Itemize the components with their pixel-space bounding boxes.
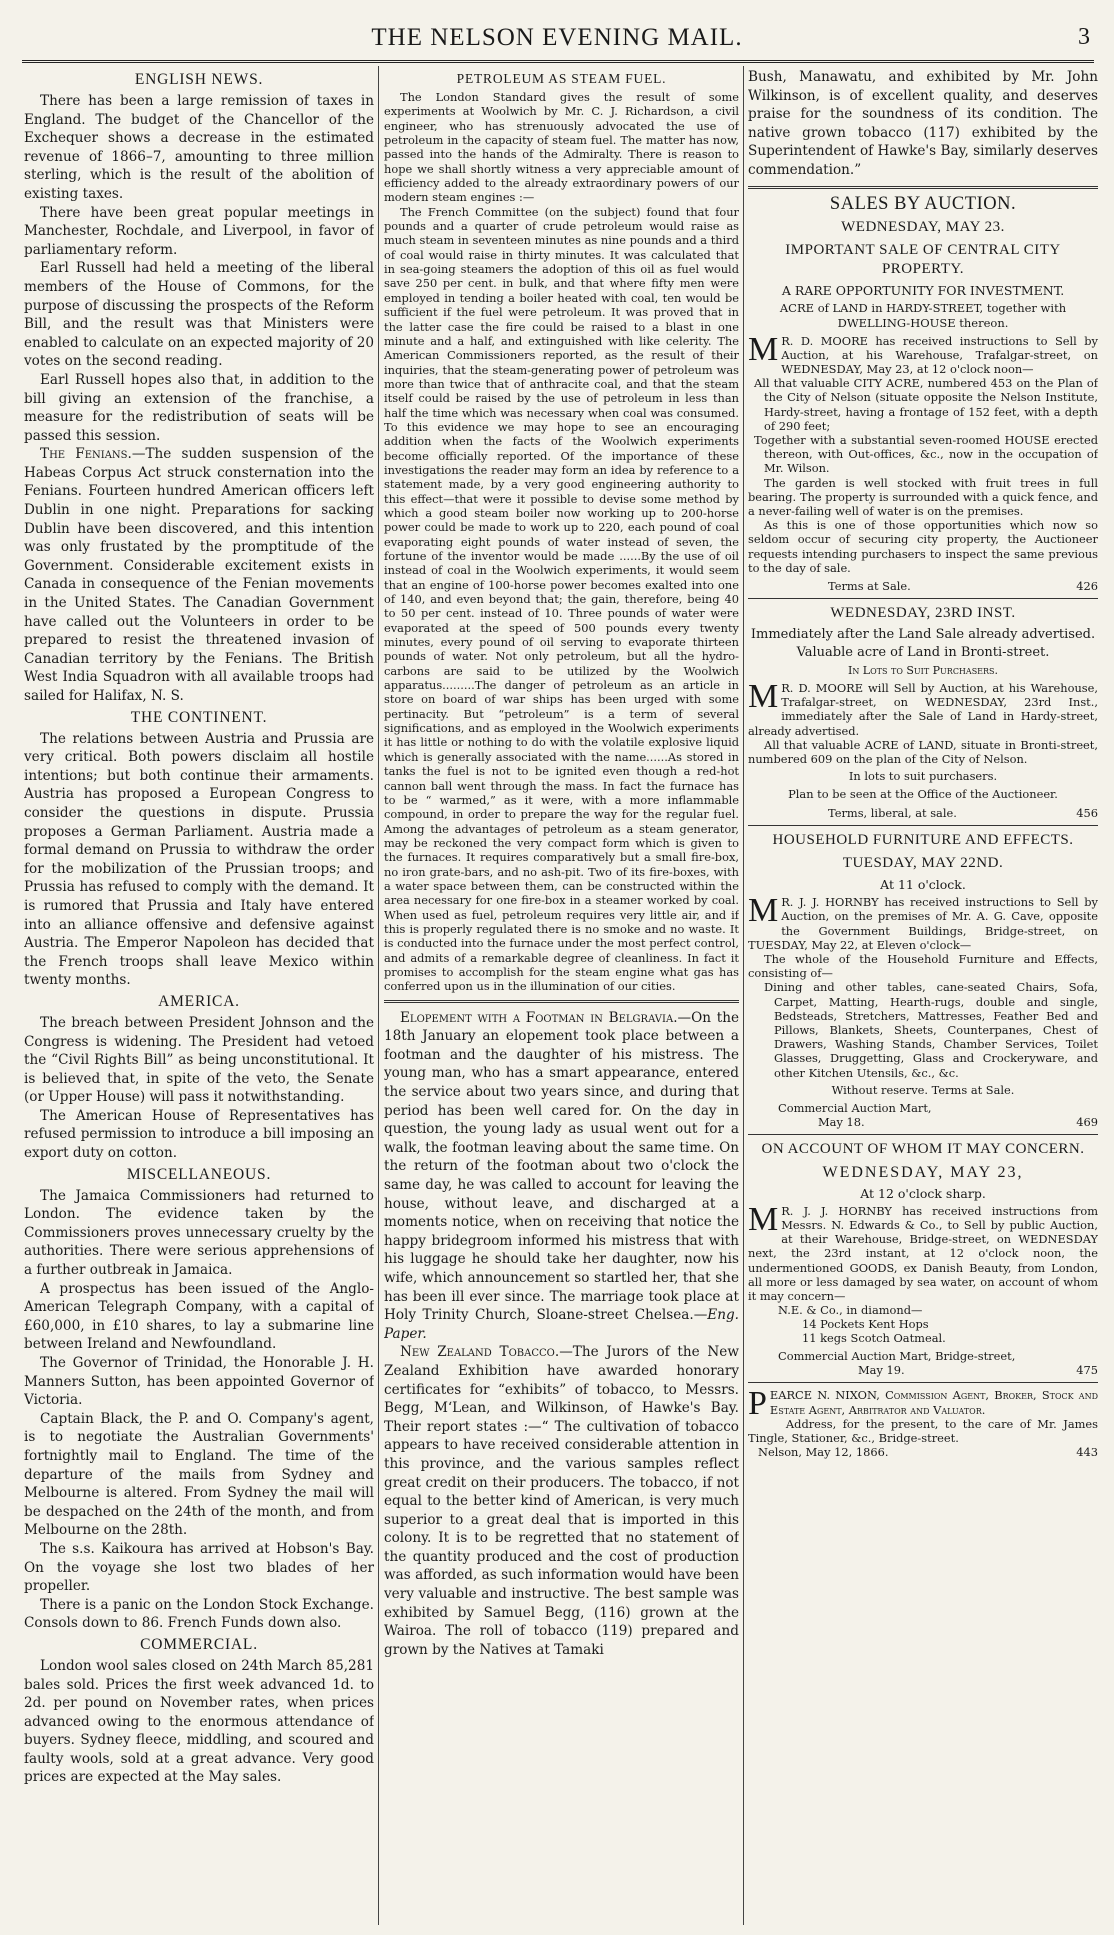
separator [748,1382,1098,1383]
paragraph: The breach between President Johnson and the Congress is widening. The President had vetoed the “Civil Rights Bill” as being unconstitutional. It is believed that, in spite of the veto, the Senate (or Upper House) will pass it notwithstanding. [24,1014,374,1106]
ad-mart-text: Commercial Auction Mart, [778,1100,932,1115]
lead-in: The Fenians. [40,446,132,463]
ad-title: ON ACCOUNT OF WHOM IT MAY CONCERN. [761,1140,1085,1157]
separator [748,186,1098,189]
ad-text: EARCE N. NIXON, Commission Agent, Broker, Stock and Estate Agent, Arbitrator and Valuator. [769,1388,1098,1417]
lead-in: New Zealand Tobacco. [400,1344,560,1361]
ad-reference [748,1115,1098,1129]
heading-america: AMERICA. [158,992,240,1010]
paragraph-fenians [24,445,374,705]
masthead [18,22,1096,56]
ad-date: WEDNESDAY, MAY 23. [841,218,1005,235]
paragraph-continued: Bush, Manawatu, and exhibited by Mr. John Wilkinson, is of excellent quality, and deserves praise for the soundness of its condition. The native grown tobacco (117) exhibited by the Superintendent of Hawke's Bay, similarly deserves commendation.” [748,69,1098,178]
ad-mart [748,1101,1098,1115]
paragraph-text: —On the 18th January an elopement took place between a footman and the daughter of his mistress. The young man, who has a smart appearance, entered the service about two years since, and during that period has been well cared for. On the day in question, the young lady as usual went out for a walk, the footman leaving about the same time. On the return of the footman about two o'clock the same day, he was called to account for leaving the house, without leave, and discharged at a moments notice, when on receiving that notice the happy bridegroom informed his mistress that with his luggage he should take her daughter, now his wife, which announcement so startled her, that she has been ill ever since. The marriage took place at Holy Trinity Church, Sloane-street Chelsea.— [384,1009,739,1324]
ad-mart-text: Commercial Auction Mart, Bridge-street, [778,1349,1016,1364]
separator [384,1000,739,1003]
ad-subtitle-2: ACRE of LAND in HARDY-STREET, together with DWELLING-HOUSE thereon. [779,300,1067,330]
source: Eng. Paper. [384,1307,739,1342]
dropcap: M [748,892,779,930]
paragraph-text: —The Jurors of the New Zealand Exhibition have awarded honorary certificates for “exhibits” of tobacco, to Messrs. Begg, M‘Lean, and Wilkinson, of Hawke's Bay. Their report states :—“ The cultivation of tobacco appears to have received considerable attention in this province, and the various samples reflect great credit on their producers. The tobacco, if not equal to the better kind of American, is very much superior to a great deal that is imported in this colony. It is to be regretted that no statement of the quantity produced and the cost of production was afforded, as such information would have been very valuable and instructive. The best sample was exhibited by Samuel Begg, (116) grown at the Wairoa. The roll of tobacco (119) prepared and grown by the Natives at Tamaki [384,1344,739,1658]
ad-number: 456 [1076,806,1098,821]
ad-text: R. J. J. HORNBY has received instructions from Messrs. N. Edwards & Co., to Sell by public Auction, at their Warehouse, Bridge-street, on WEDNESDAY next, the 23rd instant, at 12 o'clock noon, the undermentioned GOODS, ex Danish Beauty, from London, all more or less damaged by sea water, on account of whom it may concern— [748,1203,1098,1304]
heading-miscellaneous: MISCELLANEOUS. [126,1165,272,1183]
separator [748,825,1098,826]
ad-paragraph: The whole of the Household Furniture and Effects, consisting of— [748,952,1098,981]
column-3 [748,68,1098,1927]
ad-paragraph [748,1200,1098,1304]
lead-in: Elopement with a Footman in Belgravia. [400,1009,678,1026]
ad-terms: Terms, liberal, at sale. [828,806,957,821]
ad-title: Immediately after the Land Sale already advertised. [750,627,1096,643]
newspaper-title: THE NELSON EVENING MAIL. [371,24,743,51]
ad-paragraph: As this is one of those opportunities which now so seldom occur of securing city property, the Auctioneer requests intending purchasers to inspect the same previous to the day of sale. [748,518,1098,575]
ad-reference [748,806,1098,820]
sales-by-auction-heading: SALES BY AUCTION. [829,193,1017,214]
paragraph-text: —The sudden suspension of the Habeas Corpus Act struck consternation into the Fenians. Fourteen hundred American officers left Dublin in one night. Preparations for sacking Dublin have been discovered, and this intention was only frustated by the promptitude of the Government. Considerable excitement exists in Canada in consequence of the Fenian movements in the United States. The Canadian Government have called out the Volunteers in order to be prepared to resist the threatened invasion of Canadian territory by the Fenians. The British West India Squadron with all available troops had sailed for Halifax, N. S. [24,446,374,704]
ad-lots: In Lots to Suit Purchasers. [847,664,999,678]
ad-date: TUESDAY, MAY 22ND. [842,855,1004,872]
separator [748,598,1098,599]
ad-subtitle: A RARE OPPORTUNITY FOR INVESTMENT. [781,282,1065,298]
ad-paragraph: The garden is well stocked with fruit trees in full bearing. The property is surrounded with a quick fence, and a never-failing well of water is on the premises. [748,475,1098,518]
ad-title: IMPORTANT SALE OF CENTRAL CITY PROPERTY. [785,241,1061,277]
separator [748,1134,1098,1135]
heading-petroleum: PETROLEUM AS STEAM FUEL. [456,71,667,86]
paragraph: The s.s. Kaikoura has arrived at Hobson's Bay. On the voyage she lost two blades of her propeller. [24,1540,374,1595]
paragraph: The American House of Representatives has refused permission to introduce a bill imposing an export duty on cotton. [24,1107,374,1162]
paragraph: The Jamaica Commissioners had returned to London. The evidence taken by the Commissioners proves unnecessary cruelty by the authorities. There were serious apprehensions of a further outbreak in Jamaica. [24,1187,374,1279]
list-item: 14 Pockets Kent Hops [802,1317,929,1332]
page-number: 3 [1078,24,1090,50]
paragraph: London wool sales closed on 24th March 85,281 bales sold. Prices the first week advanced 1d. to 2d. per pound on November rates, when prices advanced owing to the enormous attendance of buyers. Sydney fleece, middling, and scoured and faulty wools, sold at a great advance. Very good prices are expected at the May sales. [24,1657,374,1786]
paragraph: Captain Black, the P. and O. Company's agent, is to negotiate the Australian Governments' fortnightly mail to England. The time of the departure of the mails from Sydney and Melbourne is altered. From Sydney the mail will be despached on the 24th of the month, and from Melbourne on the 28th. [24,1410,374,1539]
ad-paragraph [748,330,1098,377]
top-rule [22,60,1094,63]
ad-terms: Terms at Sale. [828,579,911,594]
ad-paragraph: Dining and other tables, cane-seated Chairs, Sofa, Carpet, Matting, Hearth-rugs, double and single, Bedsteads, Stretchers, Mattresses, Feather Bed and Pillows, Blankets, Sheets, Counterpanes, Chest of Drawers, Washing Stands, Chamber Services, Toilet Glasses, Druggetting, Glass and Crockeryware, and other Kitchen Utensils, &c., &c. [764,980,1098,1080]
auction-ad-damaged-goods [748,1140,1098,1377]
list-item: N.E. & Co., in diamond— [778,1303,923,1318]
ad-time: At 12 o'clock sharp. [860,1185,986,1201]
paragraph: Earl Russell had held a meeting of the liberal members of the House of Commons, for the purpose of discussing the prospects of the Reform Bill, and the result was that Ministers were enabled to calculate on an expected majority of 20 votes on the second reading. [24,260,374,370]
ad-date-small: May 18. [818,1114,865,1129]
ad-paragraph [748,892,1098,952]
ad-terms: Without reserve. Terms at Sale. [831,1082,1015,1097]
ad-paragraph: All that valuable CITY ACRE, numbered 453 on the Plan of the City of Nelson (situate opposite the Nelson Institute, Hardy-street, having a frontage of 152 feet, with a depth of 290 feet; [754,376,1098,433]
goods-list [748,1303,1098,1345]
dropcap: M [748,330,779,368]
ad-reference [748,1363,1098,1377]
ad-text: R. D. MOORE will Sell by Auction, at his Warehouse, Trafalgar-street, on WEDNESDAY, 23rd Inst., immediately after the Sale of Land in Hardy-street, already advertised. [748,681,1098,738]
ad-reference [748,579,1098,593]
auction-ad-bronti-street [748,604,1098,820]
ad-date: WEDNESDAY, 23RD INST. [830,605,1016,622]
ad-paragraph [748,1385,1098,1423]
ad-number: 475 [1076,1363,1098,1378]
ad-date-small: May 19. [858,1363,905,1378]
ad-mart [748,1349,1098,1363]
ad-number: 443 [1076,1445,1098,1460]
ad-paragraph: Address, for the present, to the care of Mr. James Tingle, Stationer, &c., Bridge-street. [748,1416,1098,1445]
heading-commercial: COMMERCIAL. [140,1635,258,1653]
ad-title: HOUSEHOLD FURNITURE AND EFFECTS. [772,832,1074,849]
heading-continent: THE CONTINENT. [130,708,268,726]
paragraph: The London Standard gives the result of some experiments at Woolwich by Mr. C. J. Richardson, a civil engineer, who has strenuously advocated the use of petroleum in the capacity of steam fuel. The matter has now, passed into the hands of the Admiralty. There is reason to hope we shall shortly witness a very appreciable amount of efficiency added to the already extraordinary powers of our modern steam engines :— [384,90,739,205]
ad-number: 426 [1076,579,1098,594]
paragraph: There has been a large remission of taxes in England. The budget of the Chancellor of the Exchequer shows a decrease in the estimated revenue of 1866–7, amounting to three million sterling, which is the result of the abolition of existing taxes. [24,93,374,202]
paragraph: Earl Russell hopes also that, in addition to the bill giving an extension of the franchise, a measure for the redistribution of seats will be passed this session. [24,371,374,444]
ad-subtitle: Valuable acre of Land in Bronti-street. [796,645,1050,661]
auction-ad-city-property [748,218,1098,593]
ad-date-small: Nelson, May 12, 1866. [758,1445,889,1460]
ad-reference [748,1445,1098,1459]
column-1 [24,68,374,1927]
paragraph: The Governor of Trinidad, the Honorable J. H. Manners Sutton, has been appointed Governor of Victoria. [24,1355,374,1409]
dropcap: M [748,1200,779,1238]
paragraph: There is a panic on the London Stock Exchange. Consols down to 86. French Funds down also. [24,1596,374,1632]
ad-date: WEDNESDAY, MAY 23, [822,1163,1024,1181]
petroleum-article [384,90,739,994]
ad-text: R. D. MOORE has received instructions to Sell by Auction, at his Warehouse, Trafalgar-street, on WEDNESDAY, May 23, at 12 o'clock noon— [781,333,1098,376]
ad-time: At 11 o'clock. [880,877,966,893]
paragraph: The French Committee (on the subject) found that four pounds and a quarter of crude petroleum would raise as much steam in seventeen minutes as nine pounds and a third of coal would raise in thirty minutes. It was calculated that in sea-going steamers the adoption of this oil as fuel would save 250 per cent. in bulk, and that where fifty men were employed in tending a boiler heated with coal, ten would be sufficient if the fuel were petroleum. It was proved that in the latter case the fire could be raised to a blast in one minute and a half, and extinguished with like celerity. The American Commissioners reported, as the result of their inquiries, that the steam-generating power of petroleum was more than twice that of anthracite coal, and that the steam itself could be raised by the use of petroleum in less than half the time which was necessary when coal was consumed. To this evidence we may hope to see an encouraging addition when the facts of the Woolwich experiments become officially reported. Of the importance of these investigations the reader may form an idea by reference to a statement made, by a very good engineering authority to this effect—that were it possible to devise some method by which a good steam boiler now working up to 200-horse power could be made to work up to 220, each pound of coal evaporating eight pounds of water instead of seven, the fortune of the inventor would be made ......By the use of oil instead of coal in the Woolwich experiments, it would seem that an engine of 100-horse power becomes exalted into one of 140, and even beyond that; the gain, therefore, being 40 to 50 per cent. instead of 10. Three pounds of water were evaporated at the speed of 500 pounds every twenty minutes, every pound of oil serving to evaporate thirteen pounds of water. Not only petroleum, but all the hydro-carbons are said to be utilized by the Woolwich apparatus.........The danger of petroleum as an article in store on board of war ships has been urged with some pertinacity. But “petroleum” is a term of several significations, and as employed in the Woolwich experiments it has little or nothing to do with the volatile explosive liquid which is generally associated with the name......As stored in tanks the fuel is not to be ignited even though a red-hot cannon ball went through the mass. In fact the furnace has to be “ warmed,” as it were, with a more inflammable compound, in order to prepare the way for the regular fuel. Among the advantages of petroleum as a steam generator, may be reckoned the very compact form which is given to the furnaces. It requires comparatively but a small fire-box, no iron grate-bars, and no ash-pit. Two of its fire-boxes, with a water space between them, can be constructed within the area necessary for one fire-box in a steamer worked by coal. When used as fuel, petroleum requires very little air, and if this is properly regulated there is no smoke and no waste. It is conducted into the furnace under the most perfect control, and admits of a remarkable degree of cleanliness. In fact it promises to accomplish for the steam engine what gas has conferred upon us in the illumination of our cities. [384,204,739,994]
agent-notice [748,1385,1098,1460]
dropcap: M [748,678,779,716]
paragraph-elopement [384,1009,739,1344]
paragraph: There have been great popular meetings in Manchester, Rochdale, and Liverpool, in favor of parliamentary reform. [24,204,374,258]
ad-line: In lots to suit purchasers. [848,769,998,784]
paragraph-tobacco [384,1343,739,1659]
column-2 [384,68,739,1927]
column-divider-2 [743,66,744,1925]
paragraph: The relations between Austria and Prussia are very critical. Both powers disclaim all hostile intentions; but both continue their armaments. Austria has proposed a European Congress to consider the questions in dispute. Prussia proposes a German Parliament. Austria made a formal demand on Prussia to withdraw the order for the mobilization of the Prussian troops; and Prussia has refused to comply with the demand. It is rumored that Prussia and Italy have entered into an alliance offensive and defensive against Austria. The Emperor Napoleon has decided that the French troops shall leave Mexico within twenty months. [24,730,374,989]
auction-ad-furniture [748,831,1098,1129]
ad-paragraph [748,678,1098,738]
column-divider-1 [378,66,379,1925]
ad-text: R. J. J. HORNBY has received instructions to Sell by Auction, on the premises of Mr. A. G. Cave, opposite the Government Buildings, Bridge-street, on TUESDAY, May 22, at Eleven o'clock— [748,895,1098,952]
ad-line: Plan to be seen at the Office of the Auctioneer. [788,787,1058,802]
ad-paragraph: All that valuable ACRE of LAND, situate in Bronti-street, numbered 609 on the plan of the City of Nelson. [748,737,1098,767]
list-item: 11 kegs Scotch Oatmeal. [802,1331,946,1346]
ad-number: 469 [1076,1114,1098,1129]
dropcap: P [748,1385,767,1423]
heading-english-news: ENGLISH NEWS. [134,71,264,88]
paragraph: A prospectus has been issued of the Anglo-American Telegraph Company, with a capital of £60,000, in £10 shares, to lay a submarine line between Ireland and Newfoundland. [24,1280,374,1353]
ad-paragraph: Together with a substantial seven-roomed HOUSE erected thereon, with Out-offices, &c., now in the occupation of Mr. Wilson. [754,432,1098,476]
